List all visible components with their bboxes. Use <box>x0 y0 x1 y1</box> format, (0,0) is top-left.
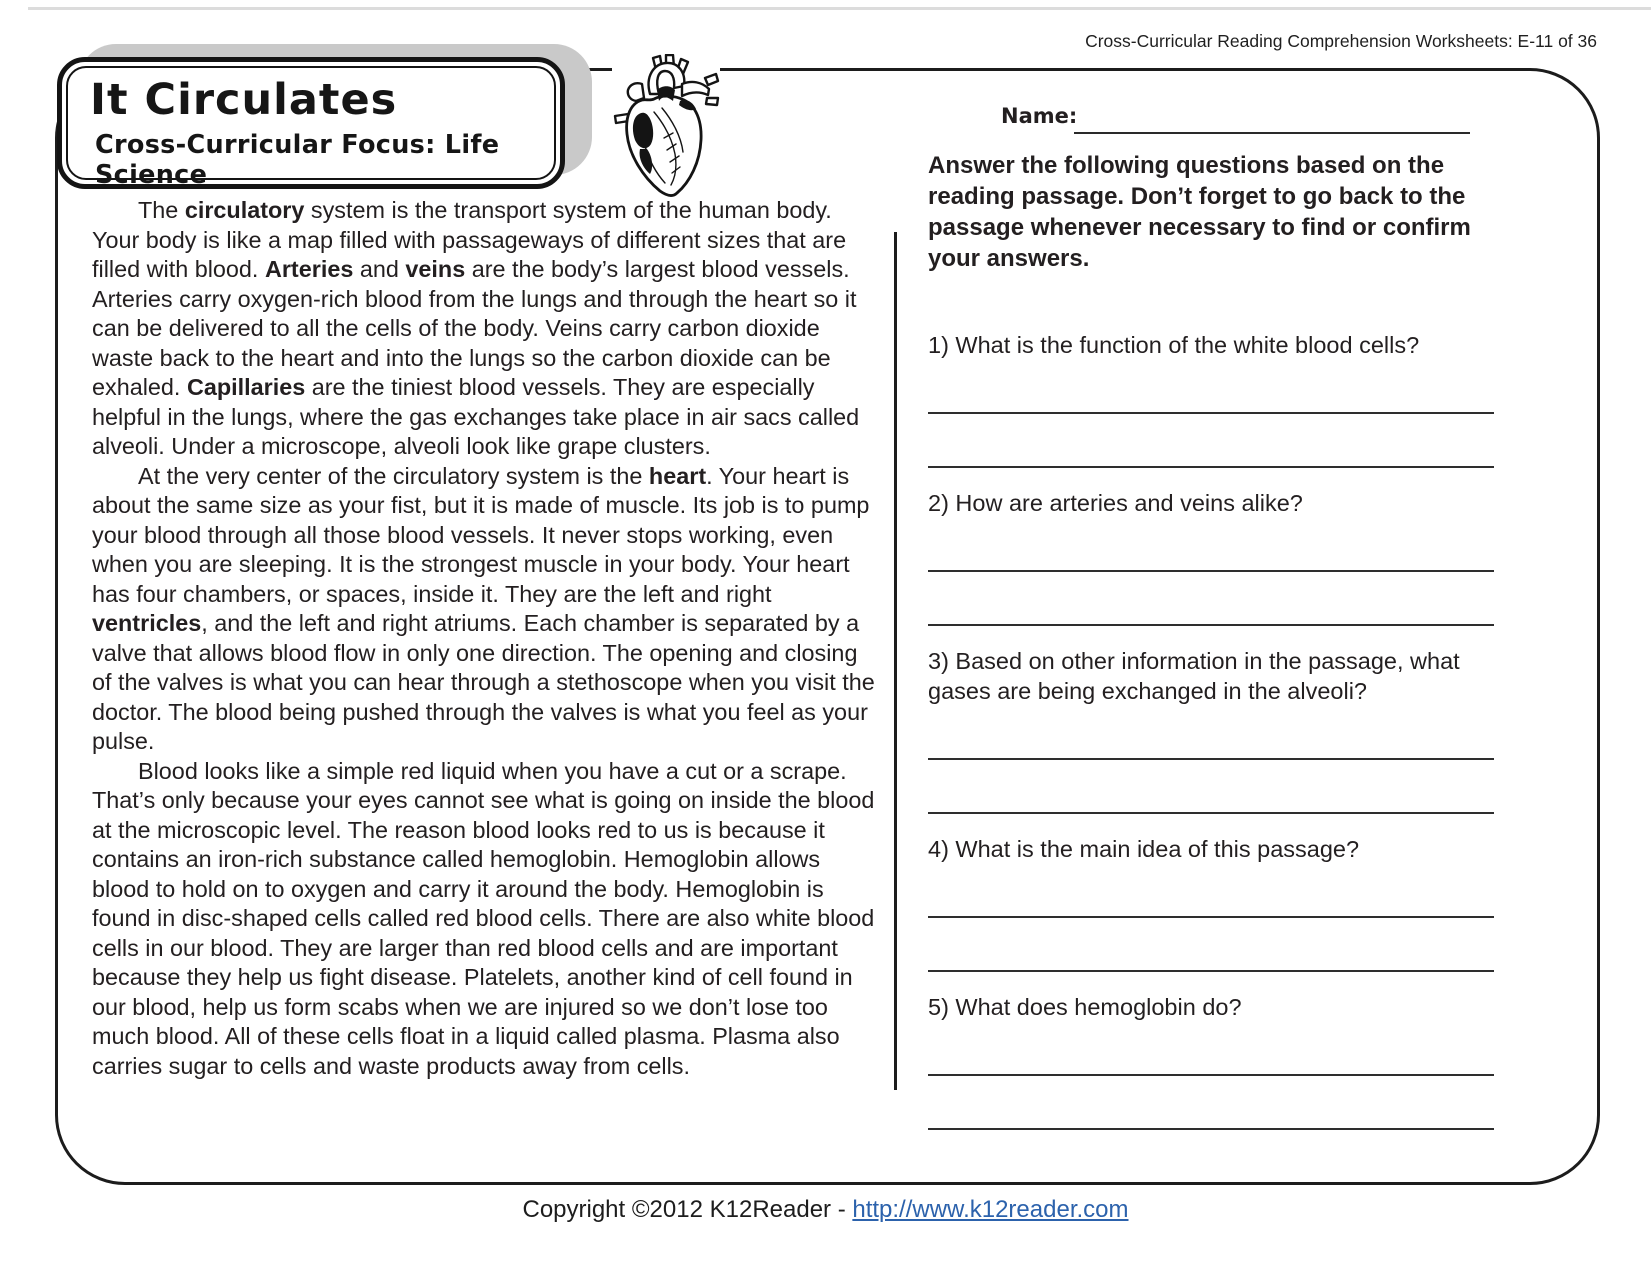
title-box-inner-border <box>66 66 556 191</box>
question-text: 2) How are arteries and veins alike? <box>928 490 1303 516</box>
k12reader-link[interactable]: http://www.k12reader.com <box>852 1196 1129 1223</box>
passage <box>92 196 880 1081</box>
answer-line <box>928 414 1494 468</box>
top-divider-rule <box>28 7 1651 10</box>
passage-paragraph: At the very center of the circulatory system is the heart. Your heart is about the same size as your fist, but it is made of muscle. Its job is to pump your blood through all those blood vessels. It never stops working, even when you are sleeping. It is the strongest muscle in your body. Your heart has four chambers, or spaces, inside it. They are the left and right ventricles, and the left and right atriums. Each chamber is separated by a valve that allows blood flow in only one direction. The opening and closing of the valves is what you can hear through a stethoscope when you visit the doctor. The blood being pushed through the valves is what you feel as your pulse. <box>92 462 875 754</box>
footer <box>0 1196 1651 1224</box>
answer-line <box>928 706 1494 760</box>
question-block <box>928 646 1494 814</box>
answer-line <box>928 572 1494 626</box>
column-divider <box>894 232 897 1090</box>
question-text: 4) What is the main idea of this passage? <box>928 836 1360 862</box>
question-text: 3) Based on other information in the passage, what gases are being exchanged in the alveoli? <box>928 648 1460 704</box>
heart-icon <box>612 54 720 206</box>
page-title: It Circulates <box>90 75 398 125</box>
question-block <box>928 834 1494 972</box>
questions-column <box>928 150 1494 1150</box>
question-answer-lines <box>928 360 1494 468</box>
name-write-line <box>1074 106 1470 134</box>
name-label: Name: <box>1001 104 1078 128</box>
question-block <box>928 330 1494 468</box>
question-block <box>928 992 1494 1130</box>
answer-line <box>928 864 1494 918</box>
answer-line <box>928 518 1494 572</box>
question-answer-lines <box>928 706 1494 814</box>
answer-line <box>928 1022 1494 1076</box>
questions <box>928 330 1494 1130</box>
worksheet-series-header: Cross-Curricular Reading Comprehension Worksheets: E-11 of 36 <box>1085 31 1597 51</box>
question-text: 1) What is the function of the white blood cells? <box>928 332 1420 358</box>
passage-paragraph: Blood looks like a simple red liquid when you have a cut or a scrape. That’s only because your eyes cannot see what is going on inside the blood at the microscopic level. The reason blood looks red to us is because it contains an iron-rich substance called hemoglobin. Hemoglobin allows blood to hold on to oxygen and carry it around the body. Hemoglobin is found in disc-shaped cells called red blood cells. There are also white blood cells in our blood. They are larger than red blood cells and are important because they help us fight disease. Platelets, another kind of cell found in our blood, help us form scabs when we are injured so we don’t lose too much blood. All of these cells float in a liquid called plasma. Plasma also carries sugar to cells and waste products away from cells. <box>92 757 875 1079</box>
question-answer-lines <box>928 1022 1494 1130</box>
question-answer-lines <box>928 518 1494 626</box>
answer-line <box>928 760 1494 814</box>
answer-line <box>928 918 1494 972</box>
question-text: 5) What does hemoglobin do? <box>928 994 1242 1020</box>
question-answer-lines <box>928 864 1494 972</box>
passage-paragraph: The circulatory system is the transport system of the human body. Your body is like a map filled with passageways of different sizes that are filled with blood. Arteries and veins are the body’s largest blood vessels. Arteries carry oxygen-rich blood from the lungs and through the heart so it can be delivered to all the cells of the body. Veins carry carbon dioxide waste back to the heart and into the lungs so the carbon dioxide can be exhaled. Capillaries are the tiniest blood vessels. They are especially helpful in the lungs, where the gas exchanges take place in air sacs called alveoli. Under a microscope, alveoli look like grape clusters. <box>92 197 860 459</box>
question-block <box>928 488 1494 626</box>
page-subtitle: Cross-Curricular Focus: Life Science <box>95 130 500 191</box>
copyright-text: Copyright ©2012 K12Reader - <box>522 1196 853 1223</box>
answer-line <box>928 360 1494 414</box>
answer-line <box>928 1076 1494 1130</box>
title-box <box>57 57 565 189</box>
instructions-text: Answer the following questions based on the reading passage. Don’t forget to go back to the passage whenever necessary to find or confirm your answers. <box>928 152 1471 272</box>
